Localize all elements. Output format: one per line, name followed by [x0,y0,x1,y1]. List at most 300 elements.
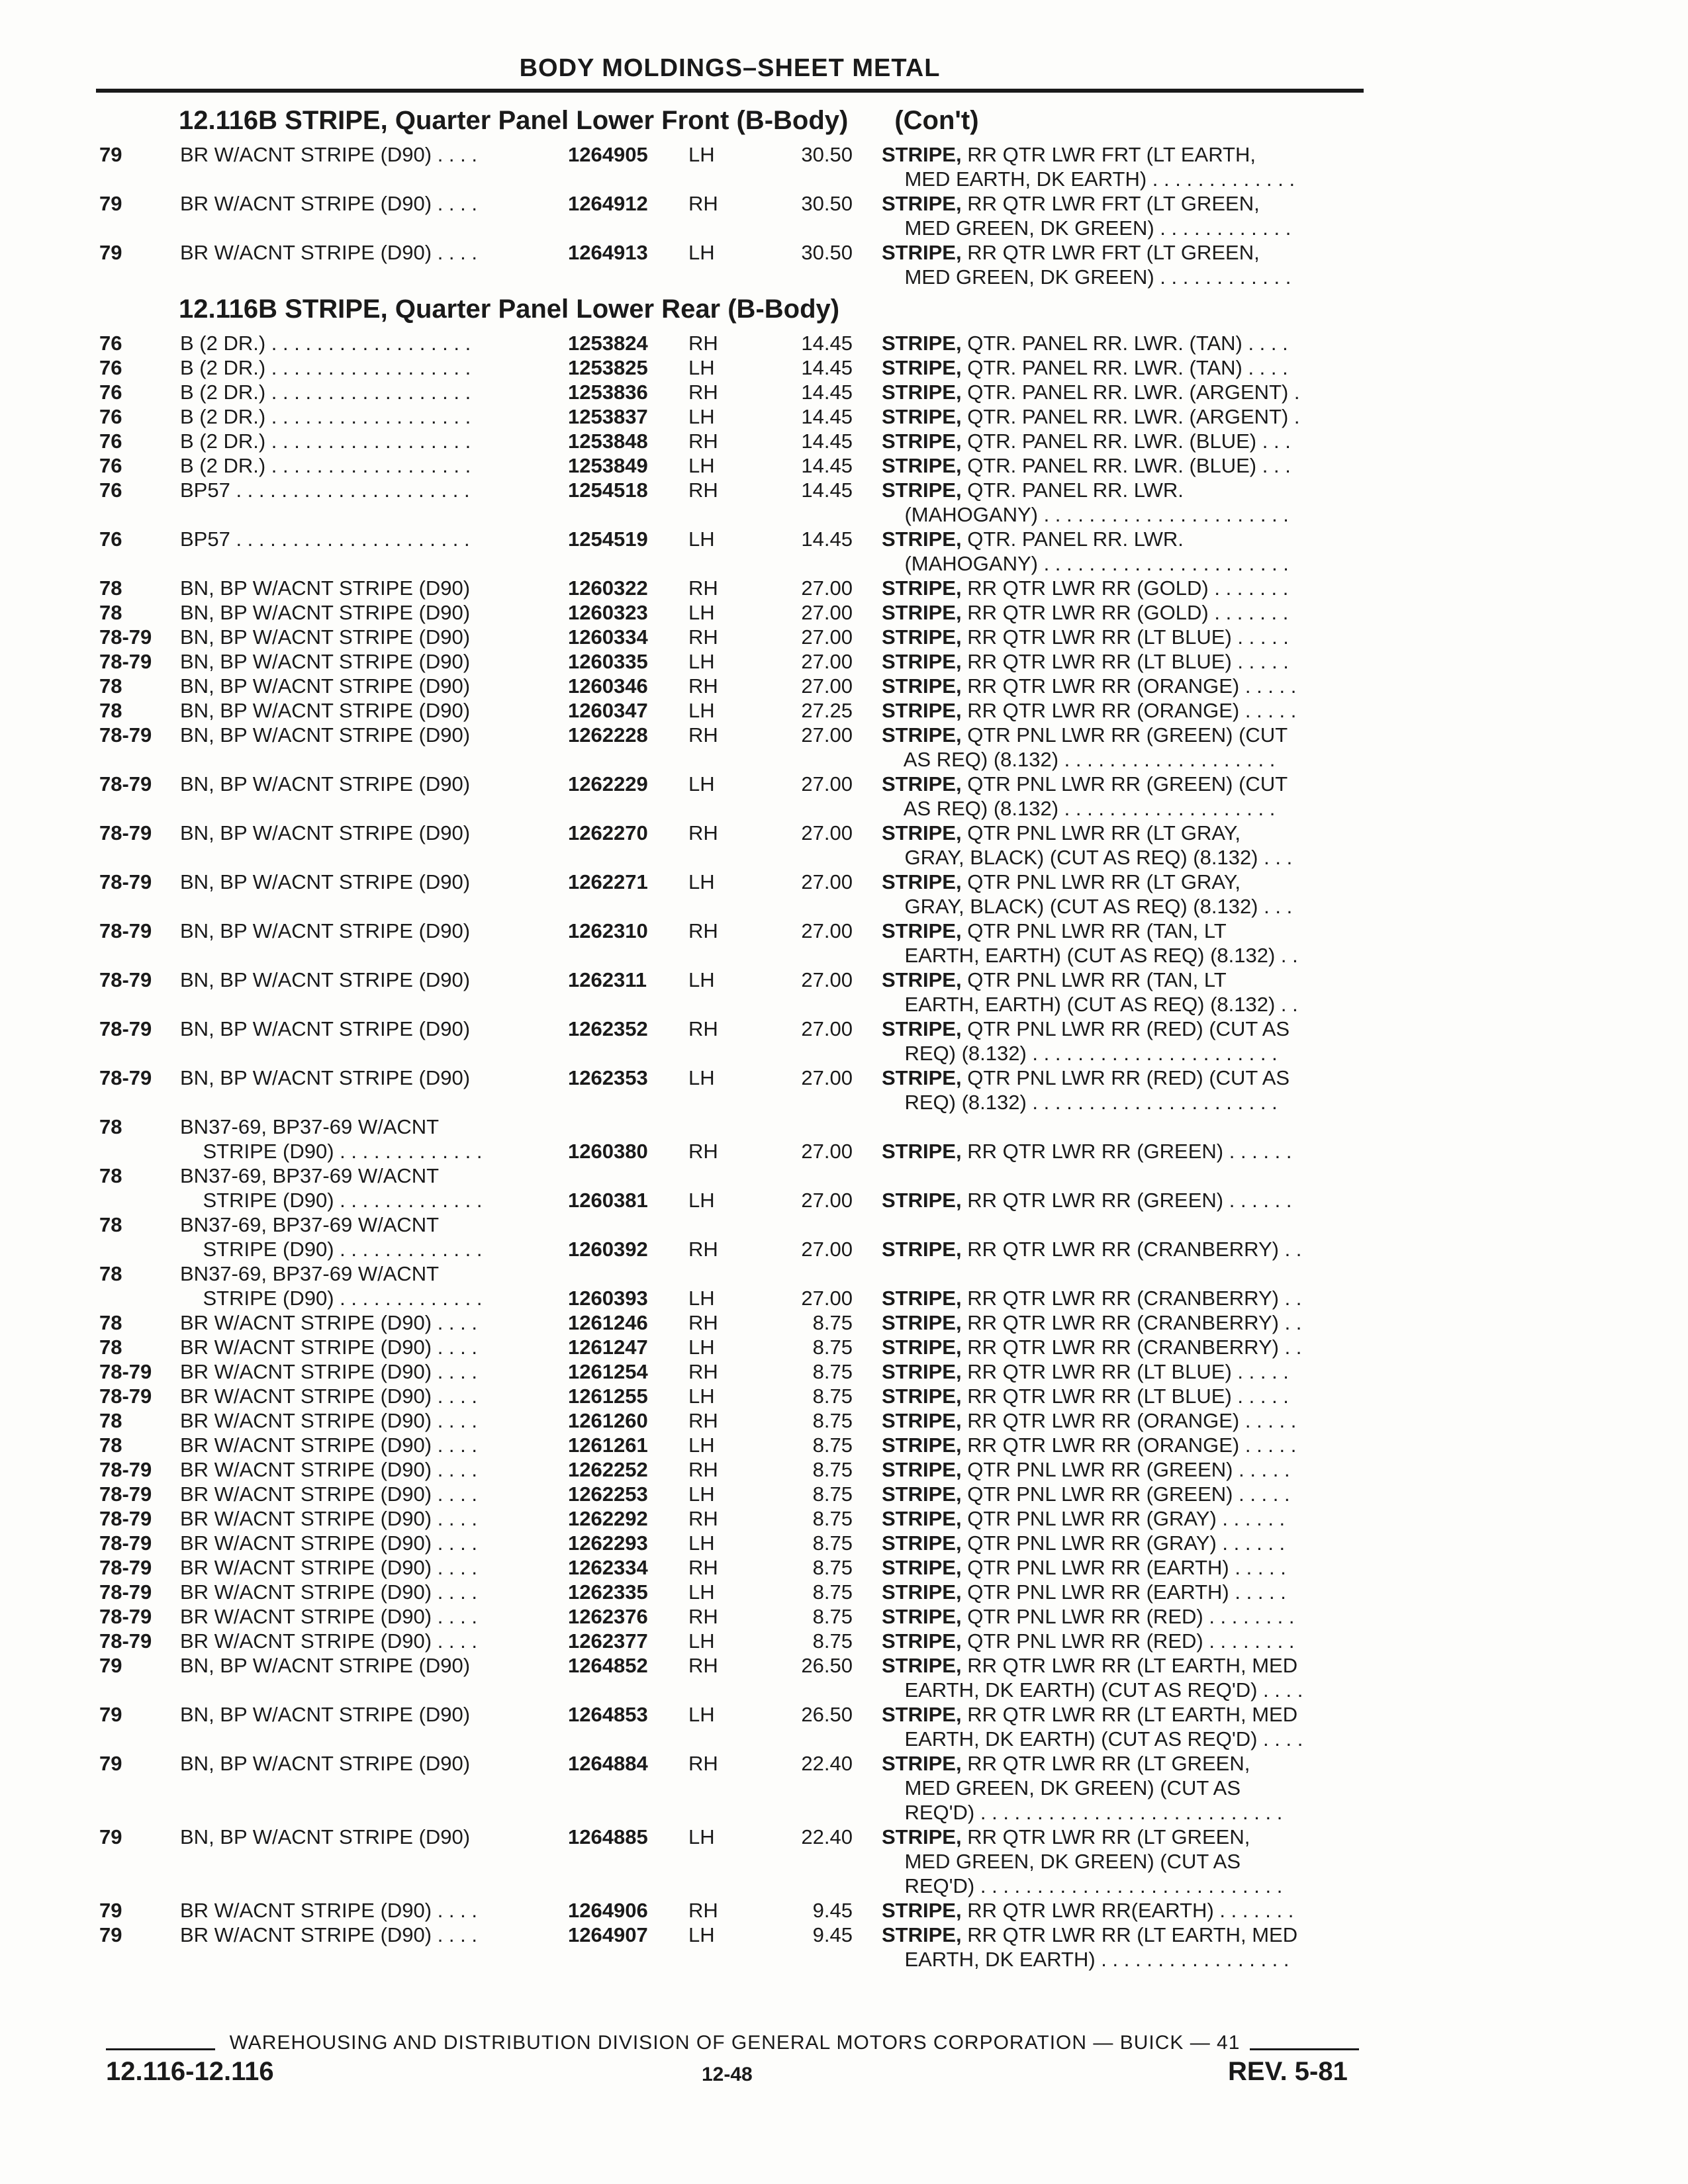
side: RH [688,1654,718,1677]
model-year: 78-79 [99,1458,152,1481]
description-text: QTR. PANEL RR. LWR. (ARGENT) . [961,381,1300,404]
description-keyword: STRIPE, [882,1385,962,1408]
description [882,1653,1372,1702]
side: RH [688,625,718,649]
table-row [0,919,1688,968]
model-year: 78-79 [99,1507,152,1530]
part-number: 1253836 [568,381,648,404]
description [882,527,1372,576]
table-row [0,453,1688,478]
model-year: 78-79 [99,1385,152,1408]
side: LH [688,1482,715,1506]
model-year: 78-79 [99,1629,152,1653]
side: RH [688,1140,718,1163]
description-keyword: STRIPE, [882,699,962,722]
price: 27.00 [801,601,853,624]
description-text: QTR. PANEL RR. LWR. (MAHOGANY) . . . . . . . . . . . . . . . . . . . . . . [904,527,1289,575]
description [882,453,1372,478]
application: BR W/ACNT STRIPE (D90) . . . . [180,1923,477,1946]
description-keyword: STRIPE, [882,723,962,747]
description-keyword: STRIPE, [882,1409,962,1432]
section-continued: (Con't) [894,106,979,135]
table-row [0,1506,1688,1531]
price: 30.50 [801,143,853,166]
description [882,1580,1372,1604]
description-keyword: STRIPE, [882,1654,962,1677]
description-text: RR QTR LWR FRT (LT GREEN, MED GREEN, DK GREEN) . . . . . . . . . . . . [904,241,1291,289]
side: LH [688,601,715,624]
application: BN, BP W/ACNT STRIPE (D90) [180,650,471,673]
part-number: 1264884 [568,1752,648,1775]
side: RH [688,192,718,215]
description [882,968,1372,1017]
description-keyword: STRIPE, [882,1189,962,1212]
model-year: 76 [99,430,122,453]
side: LH [688,1287,715,1310]
description-keyword: STRIPE, [882,241,962,264]
table-row [0,1482,1688,1506]
application: BR W/ACNT STRIPE (D90) . . . . [180,1580,477,1604]
side: LH [688,1923,715,1946]
part-number: 1264906 [568,1899,648,1922]
price: 8.75 [812,1507,853,1530]
part-number: 1253824 [568,332,648,355]
price: 8.75 [812,1385,853,1408]
description-text: RR QTR LWR RR (ORANGE) . . . . . [961,1409,1297,1432]
description [882,1457,1372,1482]
footer-page-number: 12-48 [702,2064,753,2085]
description-keyword: STRIPE, [882,1580,962,1604]
model-year: 78-79 [99,772,152,796]
price: 8.75 [812,1409,853,1432]
part-number: 1261261 [568,1433,648,1457]
description-text: QTR PNL LWR RR (GREEN) (CUT AS REQ) (8.132) . . . . . . . . . . . . . . . . . . . [903,723,1288,771]
description-text: RR QTR LWR RR (ORANGE) . . . . . [961,674,1297,698]
description-keyword: STRIPE, [882,1507,962,1530]
model-year: 76 [99,405,122,428]
table-row [0,1751,1688,1825]
application: BR W/ACNT STRIPE (D90) . . . . [180,1556,477,1579]
description [882,625,1372,649]
price: 9.45 [812,1923,853,1946]
table-row [0,600,1688,625]
side: RH [688,1311,718,1334]
table-row [0,1604,1688,1629]
model-year: 79 [99,143,122,166]
description-keyword: STRIPE, [882,1482,962,1506]
description-text: RR QTR LWR RR (LT GREEN, MED GREEN, DK GREEN) (CUT AS REQ'D) . . . . . . . . . . . . . . . . . . . . . . . . . . . [904,1825,1283,1897]
price: 27.00 [801,1189,853,1212]
table-row [0,1212,1688,1261]
description-text: RR QTR LWR RR (ORANGE) . . . . . [961,699,1297,722]
description-keyword: STRIPE, [882,1605,962,1628]
side: RH [688,1238,718,1261]
part-number: 1260393 [568,1287,648,1310]
description-keyword: STRIPE, [882,527,962,551]
table-row [0,1580,1688,1604]
description-keyword: STRIPE, [882,192,962,215]
model-year: 78 [99,1409,122,1432]
description-text: QTR. PANEL RR. LWR. (TAN) . . . . [961,356,1288,379]
description [882,1384,1372,1408]
price: 26.50 [801,1703,853,1726]
description-text: QTR. PANEL RR. LWR. (BLUE) . . . [961,430,1291,453]
part-number: 1264905 [568,143,648,166]
side: LH [688,1629,715,1653]
description-text: RR QTR LWR RR (GREEN) . . . . . . [961,1189,1292,1212]
application: BN37-69, BP37-69 W/ACNT STRIPE (D90) . . . . . . . . . . . . . [180,1213,483,1261]
description-text: QTR PNL LWR RR (RED) (CUT AS REQ) (8.132) . . . . . . . . . . . . . . . . . . . . . . [904,1017,1290,1065]
side: RH [688,1605,718,1628]
side: LH [688,1433,715,1457]
application: BN37-69, BP37-69 W/ACNT STRIPE (D90) . . . . . . . . . . . . . [180,1262,483,1310]
description-keyword: STRIPE, [882,576,962,600]
part-number: 1262228 [568,723,648,747]
application: BR W/ACNT STRIPE (D90) . . . . [180,241,477,264]
application: BP57 . . . . . . . . . . . . . . . . . . . . . [180,478,470,502]
description-text: QTR PNL LWR RR (GRAY) . . . . . . [961,1531,1286,1555]
price: 22.40 [801,1825,853,1848]
part-number: 1262310 [568,919,648,942]
description-keyword: STRIPE, [882,405,962,428]
side: LH [688,1385,715,1408]
side: RH [688,1409,718,1432]
description [882,576,1372,600]
model-year: 78 [99,1262,122,1285]
side: LH [688,405,715,428]
description [882,1359,1372,1384]
description [882,1310,1372,1335]
model-year: 78-79 [99,1360,152,1383]
side: LH [688,650,715,673]
description-text: RR QTR LWR RR (ORANGE) . . . . . [961,1433,1297,1457]
table-row [0,527,1688,576]
model-year: 78 [99,699,122,722]
description [882,1555,1372,1580]
application: BR W/ACNT STRIPE (D90) . . . . [180,1433,477,1457]
price: 27.00 [801,1017,853,1040]
model-year: 76 [99,478,122,502]
application: BR W/ACNT STRIPE (D90) . . . . [180,1507,477,1530]
application: B (2 DR.) . . . . . . . . . . . . . . . . . . [180,356,471,379]
description-text: QTR PNL LWR RR (GRAY) . . . . . . [961,1507,1286,1530]
model-year: 78-79 [99,1580,152,1604]
table-row [0,968,1688,1017]
model-year: 78 [99,1311,122,1334]
part-number: 1253849 [568,454,648,477]
price: 27.00 [801,1066,853,1089]
side: RH [688,430,718,453]
model-year: 79 [99,241,122,264]
table-row [0,1653,1688,1702]
description-keyword: STRIPE, [882,601,962,624]
side: RH [688,1556,718,1579]
part-number: 1261247 [568,1336,648,1359]
application: BR W/ACNT STRIPE (D90) . . . . [180,143,477,166]
model-year: 78 [99,601,122,624]
price: 27.00 [801,723,853,747]
description [882,1825,1372,1898]
description-keyword: STRIPE, [882,1825,962,1848]
side: RH [688,1017,718,1040]
table-row [0,1261,1688,1310]
description [882,698,1372,723]
table-row [0,429,1688,453]
price: 8.75 [812,1360,853,1383]
description-text: QTR PNL LWR RR (LT GRAY, GRAY, BLACK) (CUT AS REQ) (8.132) . . . [904,821,1293,869]
section-title: 12.116B STRIPE, Quarter Panel Lower Front (B-Body) [179,106,849,135]
price: 8.75 [812,1482,853,1506]
model-year: 79 [99,1825,122,1848]
side: RH [688,919,718,942]
part-number: 1261246 [568,1311,648,1334]
table-row [0,191,1688,240]
side: LH [688,1531,715,1555]
price: 8.75 [812,1336,853,1359]
table-row [0,1359,1688,1384]
application: B (2 DR.) . . . . . . . . . . . . . . . . . . [180,381,471,404]
price: 27.00 [801,1140,853,1163]
footer-rule-left [106,2048,215,2050]
footer-group-range: 12.116-12.116 [106,2057,274,2086]
description [882,674,1372,698]
application: BR W/ACNT STRIPE (D90) . . . . [180,1458,477,1481]
description-text: RR QTR LWR RR (CRANBERRY) . . [961,1287,1302,1310]
application: BR W/ACNT STRIPE (D90) . . . . [180,192,477,215]
model-year: 78-79 [99,870,152,893]
price: 30.50 [801,241,853,264]
description [882,919,1372,968]
application: BR W/ACNT STRIPE (D90) . . . . [180,1409,477,1432]
table-row [0,723,1688,772]
description-text: RR QTR LWR RR (LT BLUE) . . . . . [961,625,1289,649]
model-year: 78-79 [99,919,152,942]
description-text: QTR PNL LWR RR (RED) . . . . . . . . [961,1605,1295,1628]
description-text: RR QTR LWR RR (GOLD) . . . . . . . [961,601,1289,624]
description [882,1604,1372,1629]
description-text: QTR PNL LWR RR (LT GRAY, GRAY, BLACK) (CUT AS REQ) (8.132) . . . [904,870,1293,918]
application: BN, BP W/ACNT STRIPE (D90) [180,968,471,991]
description [882,191,1372,240]
table-row [0,772,1688,821]
model-year: 78-79 [99,1605,152,1628]
part-number: 1264885 [568,1825,648,1848]
description [882,355,1372,380]
application: BR W/ACNT STRIPE (D90) . . . . [180,1482,477,1506]
side: RH [688,1899,718,1922]
description [882,1286,1372,1310]
part-number: 1254518 [568,478,648,502]
table-row [0,1898,1688,1923]
price: 14.45 [801,332,853,355]
application: BN, BP W/ACNT STRIPE (D90) [180,919,471,942]
part-number: 1262292 [568,1507,648,1530]
part-number: 1262353 [568,1066,648,1089]
description-text: QTR PNL LWR RR (RED) (CUT AS REQ) (8.132) . . . . . . . . . . . . . . . . . . . . . . [904,1066,1290,1114]
price: 27.00 [801,1238,853,1261]
price: 8.75 [812,1556,853,1579]
model-year: 78 [99,1433,122,1457]
part-number: 1262334 [568,1556,648,1579]
side: RH [688,381,718,404]
table-row [0,1408,1688,1433]
description-text: QTR. PANEL RR. LWR. (ARGENT) . [961,405,1300,428]
part-number: 1264913 [568,241,648,264]
model-year: 78-79 [99,821,152,844]
description-keyword: STRIPE, [882,1923,962,1946]
price: 27.00 [801,625,853,649]
description-text: QTR PNL LWR RR (RED) . . . . . . . . [961,1629,1295,1653]
footer-rule-right [1250,2048,1359,2050]
price: 8.75 [812,1311,853,1334]
footer-revision: REV. 5-81 [1228,2057,1348,2086]
table-row [0,625,1688,649]
part-number: 1264853 [568,1703,648,1726]
side: RH [688,821,718,844]
model-year: 76 [99,527,122,551]
application: BN, BP W/ACNT STRIPE (D90) [180,1654,471,1677]
application: BR W/ACNT STRIPE (D90) . . . . [180,1531,477,1555]
model-year: 78 [99,1336,122,1359]
part-number: 1253848 [568,430,648,453]
page-title: BODY MOLDINGS–SHEET METAL [519,54,941,82]
model-year: 78-79 [99,1017,152,1040]
header-rule [96,89,1364,93]
part-number: 1264907 [568,1923,648,1946]
description-keyword: STRIPE, [882,1433,962,1457]
description-text: RR QTR LWR RR (GREEN) . . . . . . [961,1140,1292,1163]
model-year: 79 [99,1899,122,1922]
model-year: 79 [99,1703,122,1726]
description-keyword: STRIPE, [882,625,962,649]
table-row [0,355,1688,380]
application: BN, BP W/ACNT STRIPE (D90) [180,699,471,722]
description-text: QTR PNL LWR RR (GREEN) (CUT AS REQ) (8.132) . . . . . . . . . . . . . . . . . . . [903,772,1288,820]
application: BN, BP W/ACNT STRIPE (D90) [180,1825,471,1848]
table-row [0,331,1688,355]
part-number: 1264912 [568,192,648,215]
model-year: 79 [99,1923,122,1946]
description [882,600,1372,625]
part-number: 1260322 [568,576,648,600]
application: BN, BP W/ACNT STRIPE (D90) [180,601,471,624]
description [882,649,1372,674]
part-number: 1261254 [568,1360,648,1383]
price: 27.25 [801,699,853,722]
description-text: RR QTR LWR RR (CRANBERRY) . . [961,1336,1302,1359]
application: BR W/ACNT STRIPE (D90) . . . . [180,1629,477,1653]
price: 8.75 [812,1580,853,1604]
application: BN, BP W/ACNT STRIPE (D90) [180,576,471,600]
description-text: QTR. PANEL RR. LWR. (BLUE) . . . [961,454,1291,477]
description [882,723,1372,772]
table-row [0,1433,1688,1457]
description [882,1482,1372,1506]
description-keyword: STRIPE, [882,1360,962,1383]
side: LH [688,1336,715,1359]
side: LH [688,968,715,991]
description-text: QTR PNL LWR RR (TAN, LT EARTH, EARTH) (CUT AS REQ) (8.132) . . [904,968,1298,1016]
price: 27.00 [801,1287,853,1310]
description-keyword: STRIPE, [882,650,962,673]
table-row [0,380,1688,404]
description [882,1898,1372,1923]
application: BR W/ACNT STRIPE (D90) . . . . [180,1360,477,1383]
side: RH [688,1458,718,1481]
part-number: 1261255 [568,1385,648,1408]
description [882,1506,1372,1531]
description [882,1237,1372,1261]
application: BN, BP W/ACNT STRIPE (D90) [180,821,471,844]
side: LH [688,1703,715,1726]
description-keyword: STRIPE, [882,454,962,477]
part-number: 1262229 [568,772,648,796]
description-keyword: STRIPE, [882,1531,962,1555]
table-row [0,1629,1688,1653]
application: BN, BP W/ACNT STRIPE (D90) [180,1703,471,1726]
description-keyword: STRIPE, [882,1556,962,1579]
description-keyword: STRIPE, [882,1336,962,1359]
table-row [0,1163,1688,1212]
description [882,1335,1372,1359]
side: RH [688,332,718,355]
application: BR W/ACNT STRIPE (D90) . . . . [180,1605,477,1628]
part-number: 1261260 [568,1409,648,1432]
side: RH [688,1752,718,1775]
application: BN, BP W/ACNT STRIPE (D90) [180,1066,471,1089]
side: RH [688,1507,718,1530]
description [882,429,1372,453]
side: RH [688,723,718,747]
description [882,1139,1372,1163]
description-keyword: STRIPE, [882,1287,962,1310]
description-keyword: STRIPE, [882,919,962,942]
description-keyword: STRIPE, [882,821,962,844]
part-number: 1253825 [568,356,648,379]
application: BN, BP W/ACNT STRIPE (D90) [180,674,471,698]
description-text: RR QTR LWR FRT (LT GREEN, MED GREEN, DK GREEN) . . . . . . . . . . . . [904,192,1291,240]
section-title: 12.116B STRIPE, Quarter Panel Lower Rear (B-Body) [179,295,840,324]
description-keyword: STRIPE, [882,1017,962,1040]
table-row [0,1531,1688,1555]
model-year: 78 [99,1115,122,1138]
application: B (2 DR.) . . . . . . . . . . . . . . . . . . [180,332,471,355]
model-year: 78 [99,1213,122,1236]
part-number: 1260380 [568,1140,648,1163]
model-year: 76 [99,454,122,477]
description-keyword: STRIPE, [882,1140,962,1163]
price: 8.75 [812,1531,853,1555]
part-number: 1262352 [568,1017,648,1040]
part-number: 1260334 [568,625,648,649]
description [882,1629,1372,1653]
description [882,1531,1372,1555]
part-number: 1262311 [568,968,647,991]
table-row [0,1335,1688,1359]
side: LH [688,1066,715,1089]
table-row [0,142,1688,191]
part-number: 1260392 [568,1238,648,1261]
description-text: QTR PNL LWR RR (EARTH) . . . . . [961,1580,1286,1604]
table-row [0,240,1688,289]
description [882,1017,1372,1066]
description [882,1433,1372,1457]
description-text: RR QTR LWR RR (LT BLUE) . . . . . [961,1360,1289,1383]
table-row [0,870,1688,919]
price: 8.75 [812,1433,853,1457]
description [882,1408,1372,1433]
description-text: QTR. PANEL RR. LWR. (TAN) . . . . [961,332,1288,355]
